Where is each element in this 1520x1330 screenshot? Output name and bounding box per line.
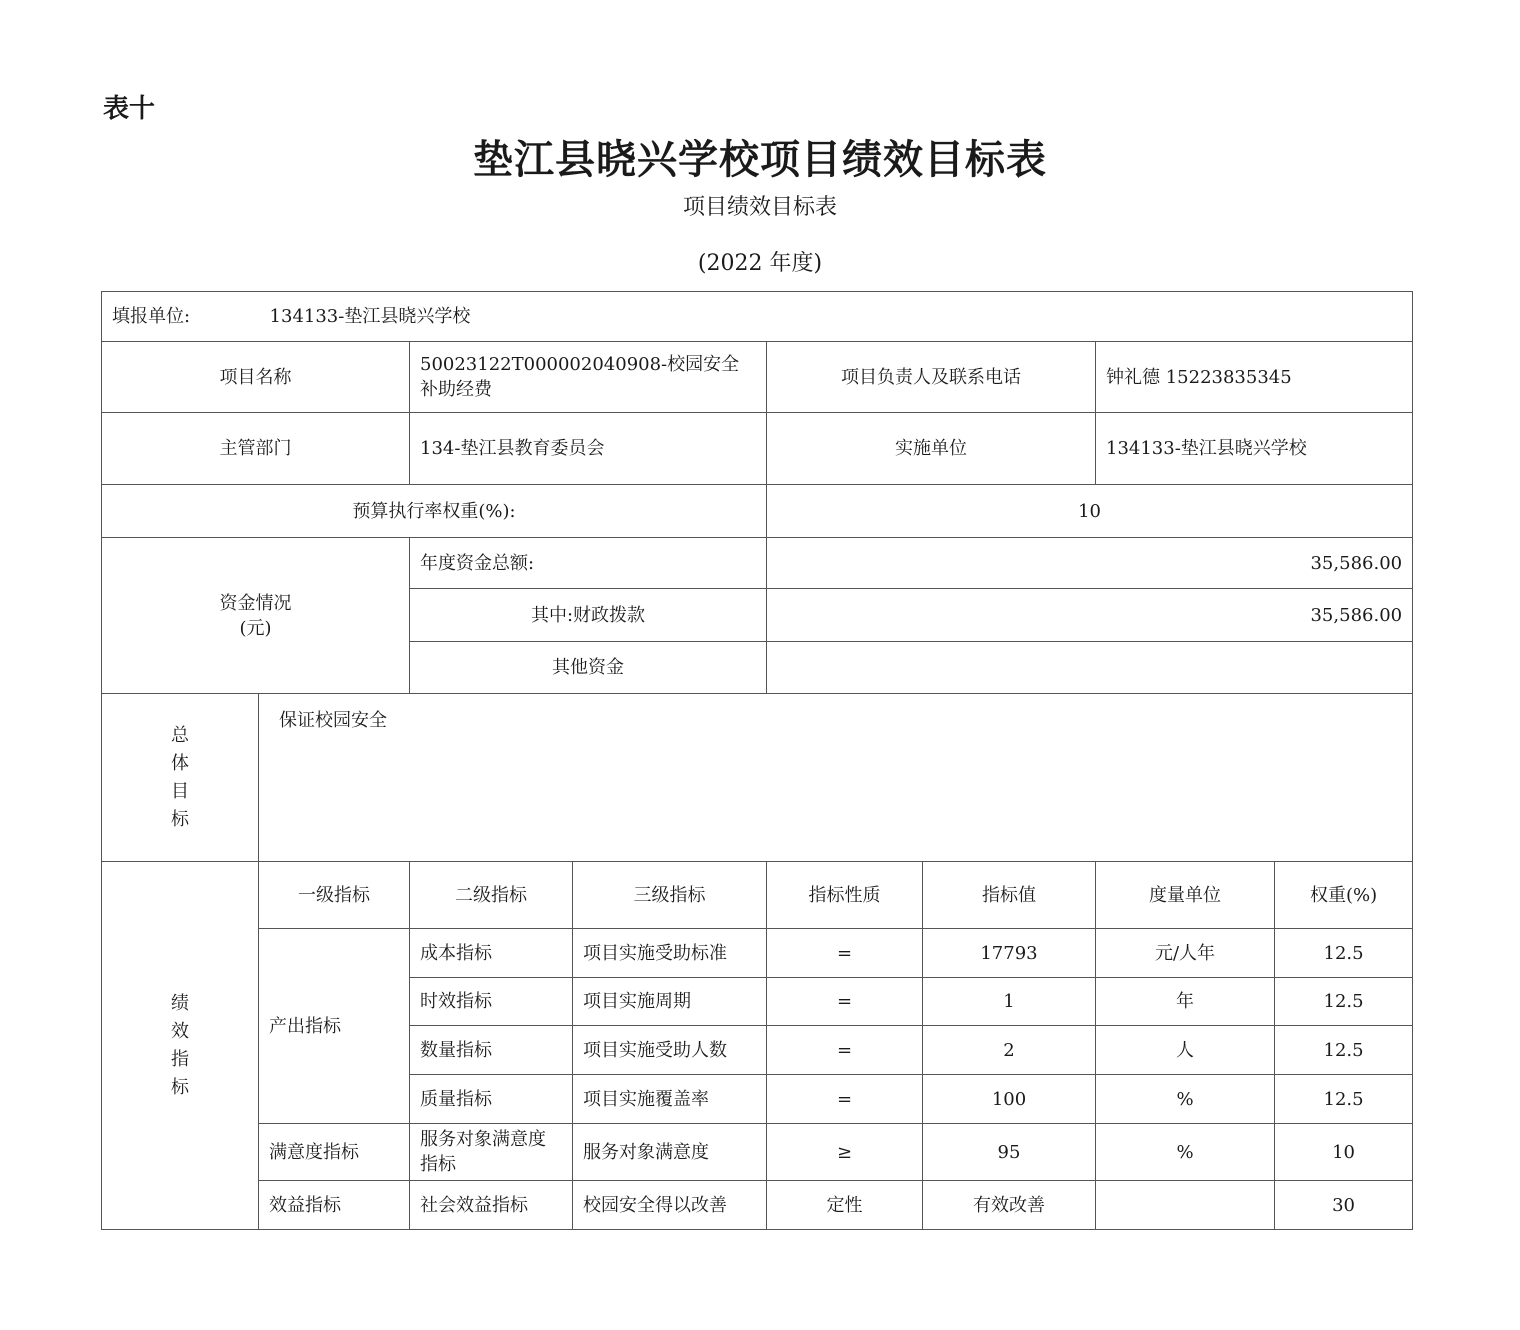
dept-value: 134-垫江县教育委员会 [410,413,767,485]
indicators-label-char: 绩 [171,992,189,1014]
nature-cell: ≥ [767,1124,923,1181]
unit-cell: 年 [1096,978,1275,1026]
page-subtitle: 项目绩效目标表 [682,195,837,220]
budget-rate-label: 预算执行率权重(%): [102,485,767,538]
goal-label-char: 总 [171,724,189,746]
funds-total-row [102,538,1413,589]
funds-total-label: 年度资金总额: [410,538,767,589]
budget-rate-row [102,485,1413,538]
unit-row [102,292,1413,342]
contact-label: 项目负责人及联系电话 [767,342,1096,413]
unit-cell [102,292,1413,342]
level2-cell: 社会效益指标 [410,1181,573,1230]
funds-label-line1: 资金情况 [219,592,292,614]
budget-rate-value: 10 [767,485,1413,538]
indicators-label-char: 效 [171,1020,189,1042]
indicator-row [102,929,1413,978]
level2-cell: 时效指标 [410,978,573,1026]
value-cell: 100 [923,1075,1096,1124]
funds-total-value: 35,586.00 [767,538,1413,589]
page-title: 垫江县晓兴学校项目绩效目标表 [473,136,1047,183]
impl-value: 134133-垫江县晓兴学校 [1096,413,1413,485]
weight-cell: 12.5 [1275,978,1413,1026]
header-cell: 度量单位 [1096,862,1275,929]
unit-cell: 人 [1096,1026,1275,1075]
nature-cell: = [767,1075,923,1124]
value-cell: 有效改善 [923,1181,1096,1230]
indicator-header-row [102,862,1413,929]
unit-cell: % [1096,1124,1275,1181]
funds-label [102,538,410,694]
funds-other-value [767,642,1413,694]
level1-cell: 满意度指标 [259,1124,410,1181]
level2-cell: 服务对象满意度指标 [410,1124,573,1181]
header-cell: 权重(%) [1275,862,1413,929]
indicators-label [102,862,259,1230]
goal-label [102,694,259,862]
value-cell: 2 [923,1026,1096,1075]
goal-label-char: 标 [171,808,189,830]
goal-label-char: 目 [171,780,189,802]
level1-cell: 产出指标 [259,929,410,1124]
contact-value: 钟礼德 15223835345 [1096,342,1413,413]
dept-row [102,413,1413,485]
header-cell: 二级指标 [410,862,573,929]
goal-label-char: 体 [171,752,189,774]
weight-cell: 30 [1275,1181,1413,1230]
project-row [102,342,1413,413]
unit-cell [1096,1181,1275,1230]
nature-cell: = [767,929,923,978]
unit-label: 填报单位: [112,306,191,327]
header-cell: 一级指标 [259,862,410,929]
goal-text: 保证校园安全 [259,694,1413,862]
level2-cell: 质量指标 [410,1075,573,1124]
level2-cell: 成本指标 [410,929,573,978]
indicators-label-char: 指 [171,1048,189,1070]
fiscal-year: (2022 年度) [697,251,823,276]
level3-cell: 项目实施受助人数 [573,1026,767,1075]
performance-table [101,291,1413,1230]
unit-value: 134133-垫江县晓兴学校 [269,306,471,327]
unit-cell: % [1096,1075,1275,1124]
value-cell: 1 [923,978,1096,1026]
indicators-label-char: 标 [171,1076,189,1098]
level3-cell: 校园安全得以改善 [573,1181,767,1230]
weight-cell: 12.5 [1275,1075,1413,1124]
table-number: 表十 [103,94,156,124]
funds-fiscal-value: 35,586.00 [767,589,1413,642]
level3-cell: 服务对象满意度 [573,1124,767,1181]
weight-cell: 12.5 [1275,1026,1413,1075]
header-cell: 指标值 [923,862,1096,929]
funds-fiscal-label: 其中:财政拨款 [410,589,767,642]
funds-other-label: 其他资金 [410,642,767,694]
header-cell: 指标性质 [767,862,923,929]
value-cell: 17793 [923,929,1096,978]
nature-cell: 定性 [767,1181,923,1230]
funds-label-line2: (元) [239,617,272,639]
dept-label: 主管部门 [102,413,410,485]
level3-cell: 项目实施周期 [573,978,767,1026]
nature-cell: = [767,978,923,1026]
level2-cell: 数量指标 [410,1026,573,1075]
weight-cell: 10 [1275,1124,1413,1181]
header-cell: 三级指标 [573,862,767,929]
level3-cell: 项目实施覆盖率 [573,1075,767,1124]
indicator-row [102,1124,1413,1181]
project-name-value: 50023122T000002040908-校园安全补助经费 [410,342,767,413]
impl-label: 实施单位 [767,413,1096,485]
project-name-label: 项目名称 [102,342,410,413]
unit-cell: 元/人年 [1096,929,1275,978]
level1-cell: 效益指标 [259,1181,410,1230]
indicator-row [102,1181,1413,1230]
goal-row [102,694,1413,862]
nature-cell: = [767,1026,923,1075]
value-cell: 95 [923,1124,1096,1181]
level3-cell: 项目实施受助标准 [573,929,767,978]
weight-cell: 12.5 [1275,929,1413,978]
